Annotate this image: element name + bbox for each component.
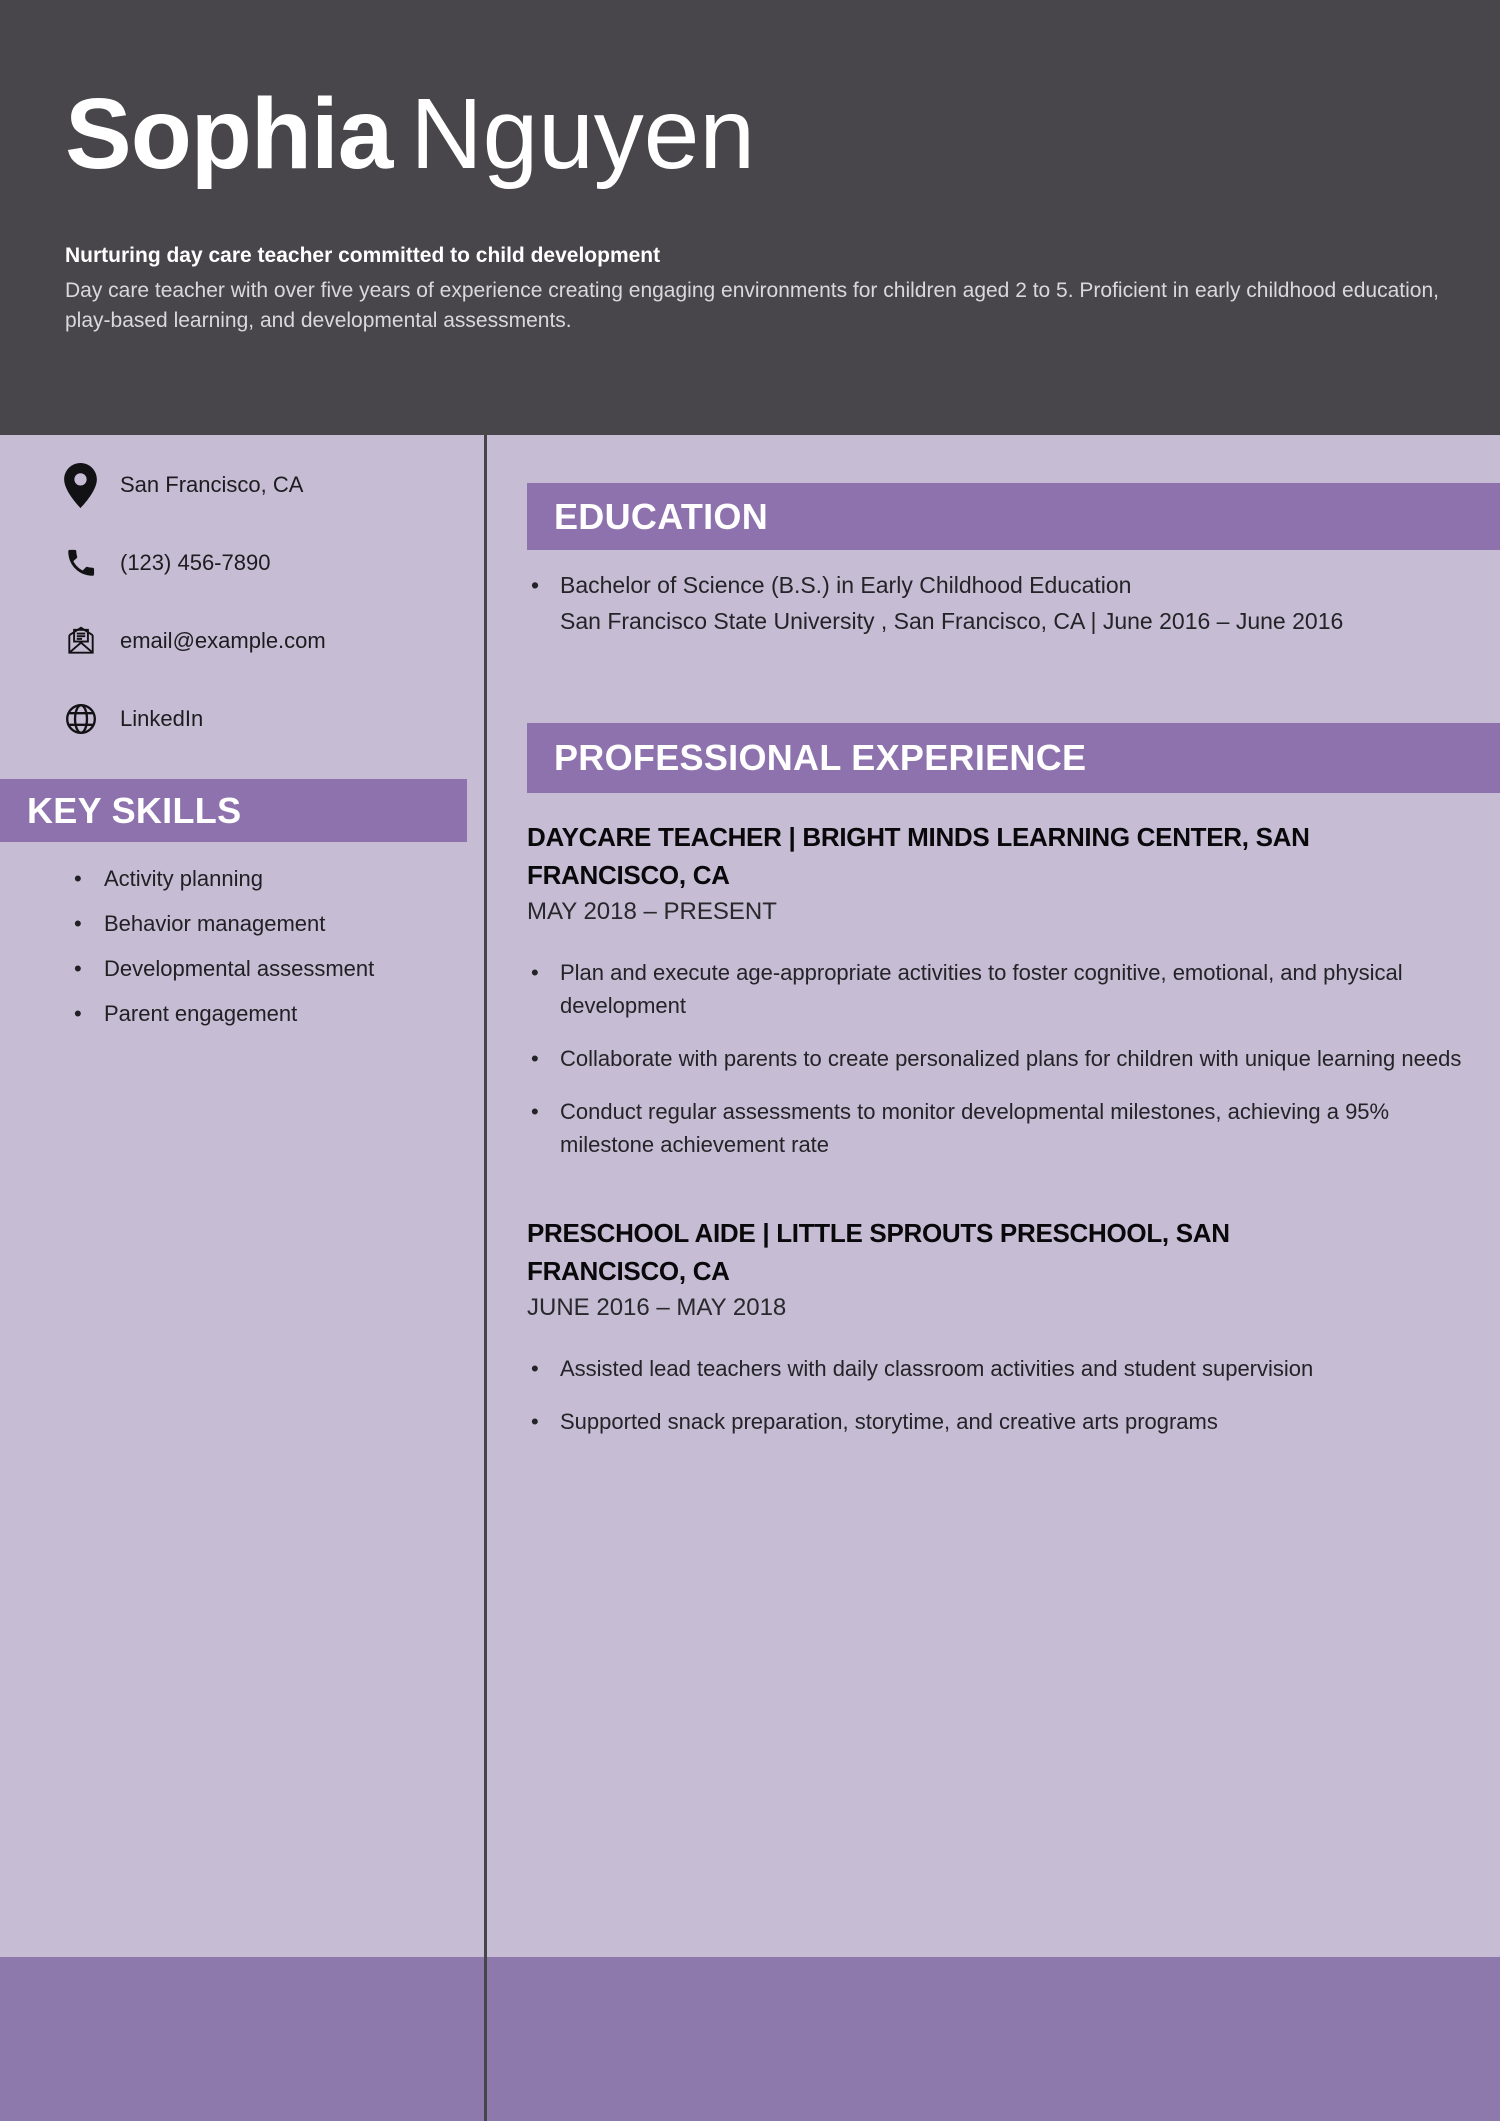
- job-dates: JUNE 2016 – MAY 2018: [527, 1294, 787, 1321]
- contact-location-text: San Francisco, CA: [120, 472, 304, 497]
- experience-title: PROFESSIONAL EXPERIENCE: [554, 737, 1087, 778]
- first-name: Sophia: [65, 78, 393, 190]
- skill-item: • Developmental assessment: [72, 956, 374, 981]
- job-entry-preschool-aide: [527, 1214, 1487, 1458]
- education-degree: • Bachelor of Science (B.S.) in Early Childhood Education: [531, 567, 1481, 603]
- footer-band: [0, 1957, 1500, 2121]
- experience-band: [527, 723, 1500, 793]
- name-heading: [65, 62, 755, 207]
- job-title: DAYCARE TEACHER | BRIGHT MINDS LEARNING CENTER, SAN FRANCISCO, CA: [527, 822, 1310, 890]
- contact-phone-text: (123) 456-7890: [120, 550, 271, 575]
- header: [0, 0, 1500, 435]
- job-bullet: • Conduct regular assessments to monitor developmental milestones, achieving a 95% milestone achievement rate: [527, 1095, 1465, 1161]
- contact-item-linkedin: [64, 694, 326, 744]
- globe-icon: [64, 702, 108, 736]
- contact-item-location: [64, 460, 326, 510]
- location-pin-icon: [64, 463, 108, 508]
- contact-linkedin-text[interactable]: LinkedIn: [120, 706, 204, 731]
- education-school-line: San Francisco State University , San Francisco, CA | June 2016 – June 2016: [560, 608, 1344, 634]
- skill-item: • Behavior management: [72, 911, 374, 936]
- education-entry: [531, 567, 1481, 639]
- headline: Nurturing day care teacher committed to child development: [65, 244, 661, 267]
- key-skills-band: [0, 779, 467, 842]
- skill-item: • Parent engagement: [72, 1001, 374, 1026]
- job-entry-daycare-teacher: [527, 818, 1487, 1181]
- job-bullet: • Assisted lead teachers with daily classroom activities and student supervision: [527, 1352, 1465, 1385]
- email-icon: [64, 624, 108, 658]
- education-band: [527, 483, 1500, 550]
- job-bullet: • Supported snack preparation, storytime, and creative arts programs: [527, 1405, 1465, 1438]
- contact-email-text[interactable]: email@example.com: [120, 628, 326, 653]
- job-bullet: • Collaborate with parents to create personalized plans for children with unique learning needs: [527, 1042, 1465, 1075]
- key-skills-title: KEY SKILLS: [27, 789, 242, 831]
- summary: Day care teacher with over five years of experience creating engaging environments for children aged 2 to 5. Proficient in early childhood education, play-based learning, and developmental assessments.: [65, 279, 1439, 333]
- education-title: EDUCATION: [554, 495, 769, 537]
- skills-list: [72, 866, 374, 1046]
- contact-item-phone: [64, 538, 326, 588]
- skill-item: • Activity planning: [72, 866, 374, 891]
- job-title: PRESCHOOL AIDE | LITTLE SPROUTS PRESCHOOL, SAN FRANCISCO, CA: [527, 1218, 1230, 1286]
- last-name: Nguyen: [410, 78, 756, 190]
- phone-icon: [64, 546, 108, 580]
- contact-item-email: [64, 616, 326, 666]
- column-divider: [484, 435, 487, 2121]
- job-bullet: • Plan and execute age-appropriate activities to foster cognitive, emotional, and physical development: [527, 956, 1465, 1022]
- job-dates: MAY 2018 – PRESENT: [527, 898, 777, 925]
- contact-list: [64, 460, 326, 772]
- job-bullets: [527, 956, 1487, 1161]
- job-bullets: [527, 1352, 1487, 1438]
